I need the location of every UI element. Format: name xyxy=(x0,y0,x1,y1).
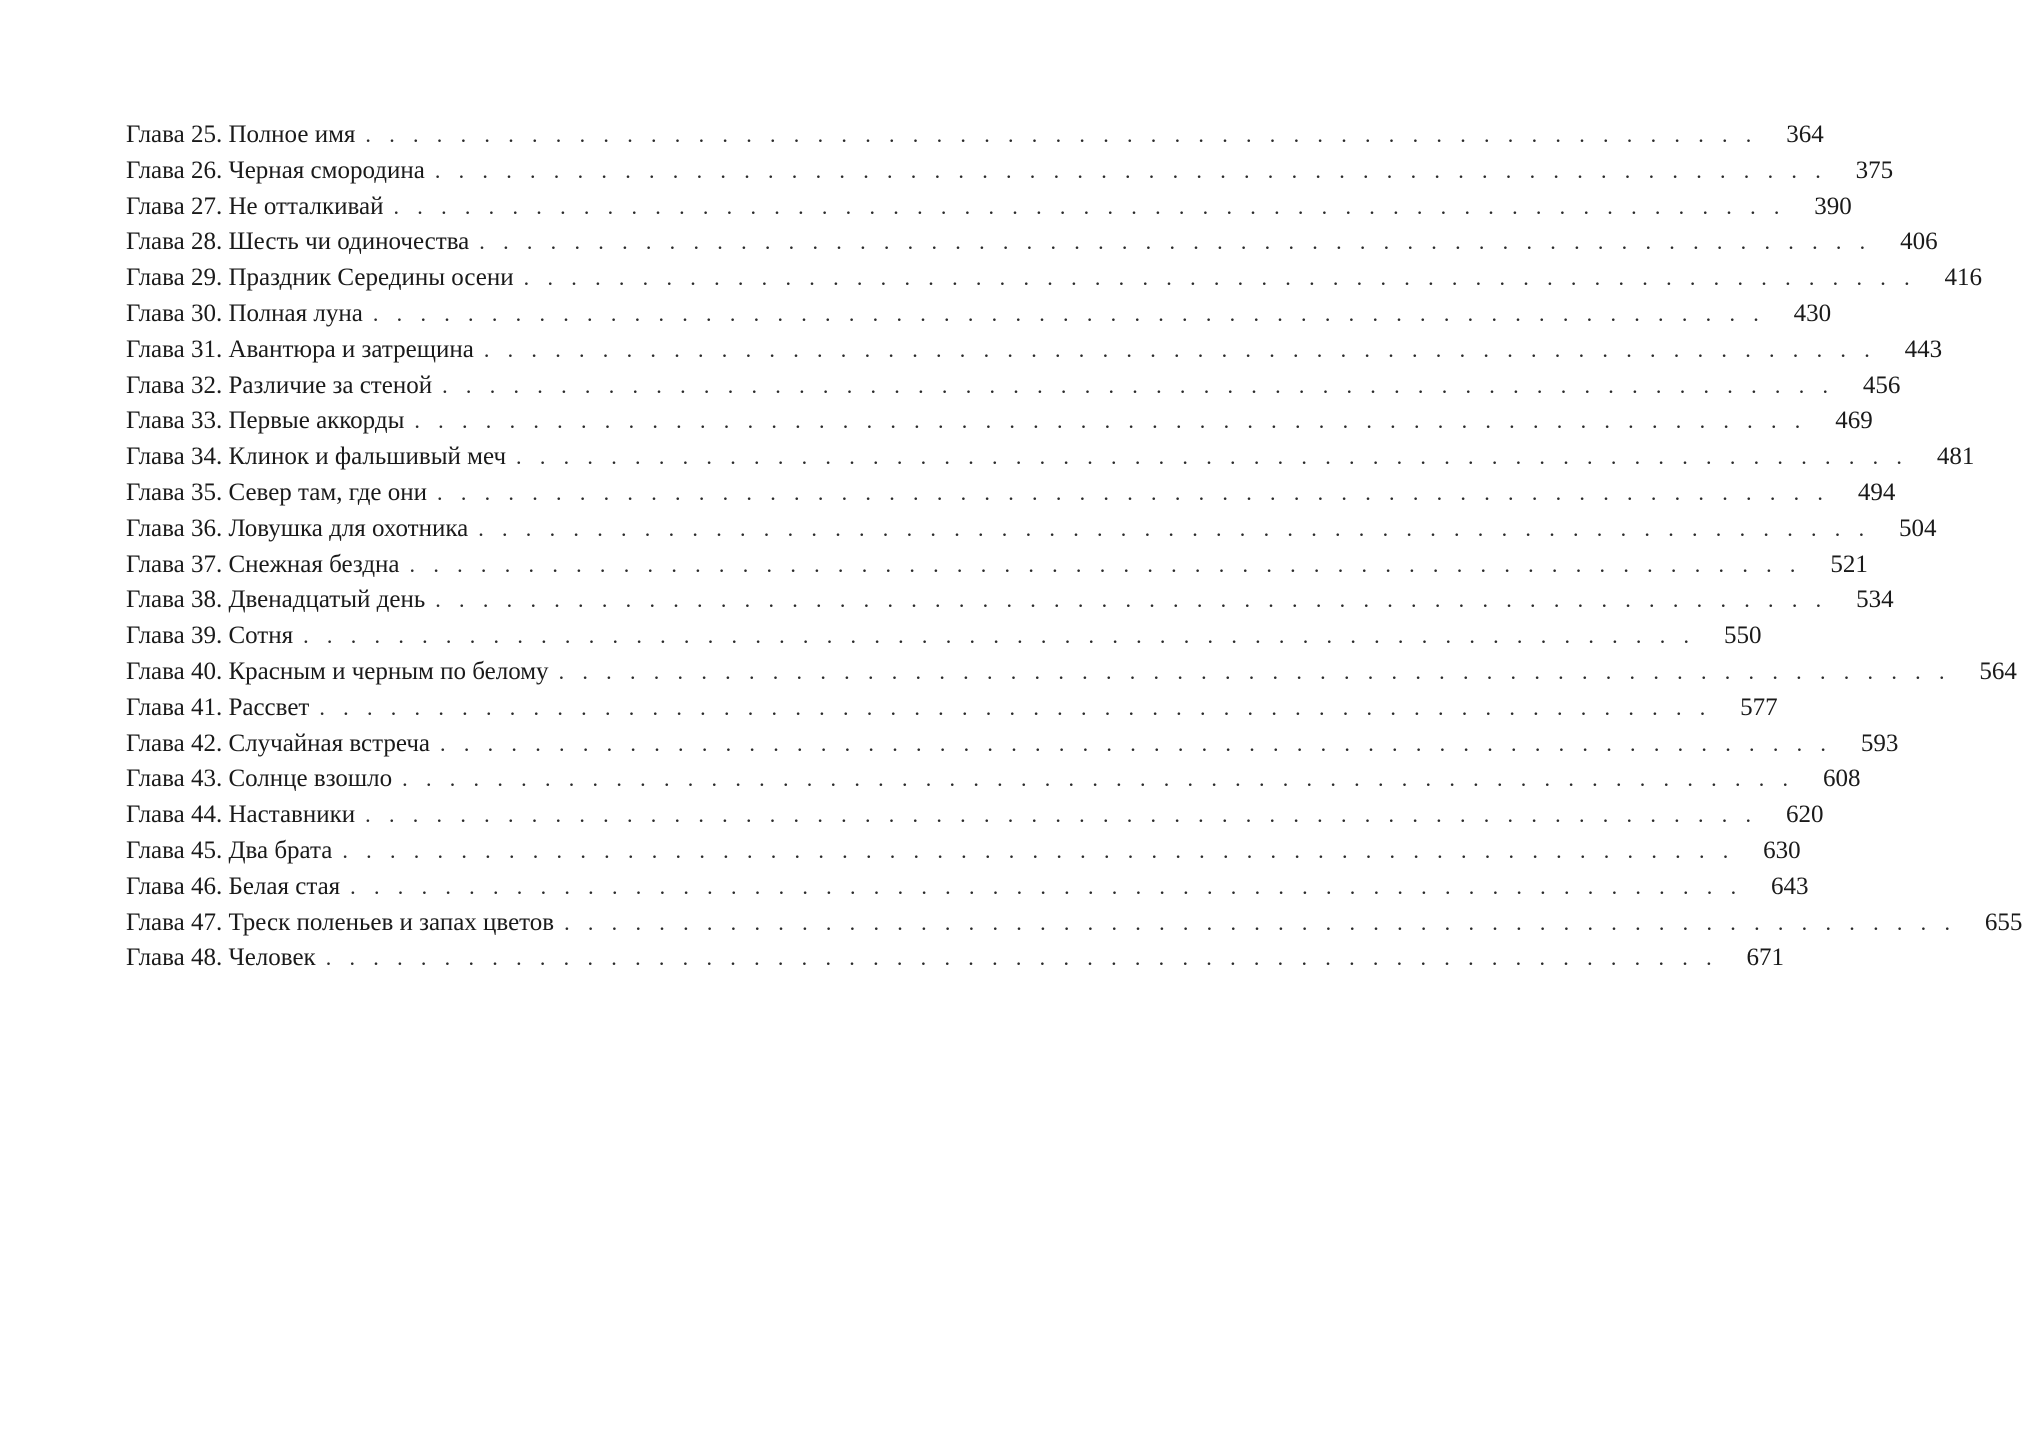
page-number: 655 xyxy=(1956,905,2022,941)
dot-leader: . . . . . . . . . . . . . . . . . . . . . . . . . . . . . . . . . . . . . . . . . . . . . . . . . . . . . . . . . . . xyxy=(303,623,1696,649)
toc-entry[interactable] xyxy=(126,368,1901,404)
dot-leader: . . . . . . . . . . . . . . . . . . . . . . . . . . . . . . . . . . . . . . . . . . . . . . . . . . . . . . . . . . . xyxy=(365,802,1758,828)
dot-leader: . . . . . . . . . . . . . . . . . . . . . . . . . . . . . . . . . . . . . . . . . . . . . . . . . . . . . . . . . . . xyxy=(479,229,1872,255)
dot-leader: . . . . . . . . . . . . . . . . . . . . . . . . . . . . . . . . . . . . . . . . . . . . . . . . . . . . . . . . . . . xyxy=(435,587,1828,613)
chapter-title: Глава 34. Клинок и фальшивый меч xyxy=(126,439,516,475)
dot-leader: . . . . . . . . . . . . . . . . . . . . . . . . . . . . . . . . . . . . . . . . . . . . . . . . . . . . . . . . . . . xyxy=(342,837,1735,863)
dot-leader: . . . . . . . . . . . . . . . . . . . . . . . . . . . . . . . . . . . . . . . . . . . . . . . . . . . . . . . . . . . xyxy=(350,873,1743,899)
page-number: 416 xyxy=(1916,260,1982,296)
toc-entry[interactable] xyxy=(126,726,1899,762)
toc-entry[interactable] xyxy=(126,511,1937,547)
table-of-contents xyxy=(126,117,2022,976)
page-number: 390 xyxy=(1786,189,1852,225)
page-number: 643 xyxy=(1742,869,1808,905)
dot-leader: . . . . . . . . . . . . . . . . . . . . . . . . . . . . . . . . . . . . . . . . . . . . . . . . . . . . . . . . . . . xyxy=(319,694,1712,720)
chapter-title: Глава 27. Не отталкивай xyxy=(126,189,393,225)
chapter-title: Глава 44. Наставники xyxy=(126,797,365,833)
chapter-title: Глава 40. Красным и черным по белому xyxy=(126,654,559,690)
chapter-title: Глава 25. Полное имя xyxy=(126,117,365,153)
page-number: 521 xyxy=(1802,547,1868,583)
page-number: 430 xyxy=(1765,296,1831,332)
toc-entry[interactable] xyxy=(126,153,1894,189)
page-number: 564 xyxy=(1951,654,2017,690)
toc-entry[interactable] xyxy=(126,439,1975,475)
chapter-title: Глава 28. Шесть чи одиночества xyxy=(126,224,479,260)
toc-entry[interactable] xyxy=(126,224,1938,260)
toc-entry[interactable] xyxy=(126,833,1801,869)
toc-entry[interactable] xyxy=(126,296,1832,332)
page-number: 406 xyxy=(1872,224,1938,260)
dot-leader: . . . . . . . . . . . . . . . . . . . . . . . . . . . . . . . . . . . . . . . . . . . . . . . . . . . . . . . . . . . xyxy=(442,372,1835,398)
toc-entry[interactable] xyxy=(126,654,2017,690)
toc-entry[interactable] xyxy=(126,189,1852,225)
page-number: 504 xyxy=(1871,511,1937,547)
dot-leader: . . . . . . . . . . . . . . . . . . . . . . . . . . . . . . . . . . . . . . . . . . . . . . . . . . . . . . . . . . . xyxy=(325,945,1718,971)
toc-entry[interactable] xyxy=(126,869,1809,905)
page-number: 550 xyxy=(1695,618,1761,654)
page-number: 481 xyxy=(1908,439,1974,475)
dot-leader: . . . . . . . . . . . . . . . . . . . . . . . . . . . . . . . . . . . . . . . . . . . . . . . . . . . . . . . . . . . xyxy=(516,444,1909,470)
dot-leader: . . . . . . . . . . . . . . . . . . . . . . . . . . . . . . . . . . . . . . . . . . . . . . . . . . . . . . . . . . . xyxy=(372,300,1766,326)
dot-leader: . . . . . . . . . . . . . . . . . . . . . . . . . . . . . . . . . . . . . . . . . . . . . . . . . . . . . . . . . . . xyxy=(402,766,1795,792)
chapter-title: Глава 45. Два брата xyxy=(126,833,342,869)
dot-leader: . . . . . . . . . . . . . . . . . . . . . . . . . . . . . . . . . . . . . . . . . . . . . . . . . . . . . . . . . . . xyxy=(414,408,1807,434)
page-number: 456 xyxy=(1834,368,1900,404)
dot-leader: . . . . . . . . . . . . . . . . . . . . . . . . . . . . . . . . . . . . . . . . . . . . . . . . . . . . . . . . . . . xyxy=(483,336,1877,362)
page-number: 375 xyxy=(1827,153,1893,189)
page-number: 630 xyxy=(1735,833,1801,869)
chapter-title: Глава 43. Солнце взошло xyxy=(126,761,402,797)
dot-leader: . . . . . . . . . . . . . . . . . . . . . . . . . . . . . . . . . . . . . . . . . . . . . . . . . . . . . . . . . . . xyxy=(440,730,1833,756)
chapter-title: Глава 33. Первые аккорды xyxy=(126,403,414,439)
toc-entry[interactable] xyxy=(126,403,1873,439)
chapter-title: Глава 36. Ловушка для охотника xyxy=(126,511,478,547)
dot-leader: . . . . . . . . . . . . . . . . . . . . . . . . . . . . . . . . . . . . . . . . . . . . . . . . . . . . . . . . . . . xyxy=(434,157,1828,183)
page-number: 534 xyxy=(1828,582,1894,618)
chapter-title: Глава 46. Белая стая xyxy=(126,869,350,905)
toc-entry[interactable] xyxy=(126,940,1784,976)
page-number: 469 xyxy=(1807,403,1873,439)
chapter-title: Глава 47. Треск поленьев и запах цветов xyxy=(126,905,564,941)
dot-leader: . . . . . . . . . . . . . . . . . . . . . . . . . . . . . . . . . . . . . . . . . . . . . . . . . . . . . . . . . . . xyxy=(564,909,1957,935)
page-number: 620 xyxy=(1757,797,1823,833)
page-number: 671 xyxy=(1718,940,1784,976)
dot-leader: . . . . . . . . . . . . . . . . . . . . . . . . . . . . . . . . . . . . . . . . . . . . . . . . . . . . . . . . . . . xyxy=(523,265,1916,291)
chapter-title: Глава 31. Авантюра и затрещина xyxy=(126,332,484,368)
page-number: 494 xyxy=(1829,475,1895,511)
dot-leader: . . . . . . . . . . . . . . . . . . . . . . . . . . . . . . . . . . . . . . . . . . . . . . . . . . . . . . . . . . . xyxy=(393,193,1786,219)
toc-entry[interactable] xyxy=(126,618,1762,654)
dot-leader: . . . . . . . . . . . . . . . . . . . . . . . . . . . . . . . . . . . . . . . . . . . . . . . . . . . . . . . . . . . xyxy=(409,551,1802,577)
chapter-title: Глава 39. Сотня xyxy=(126,618,303,654)
toc-entry[interactable] xyxy=(126,332,1943,368)
chapter-title: Глава 37. Снежная бездна xyxy=(126,547,410,583)
toc-entry[interactable] xyxy=(126,690,1778,726)
chapter-title: Глава 42. Случайная встреча xyxy=(126,726,440,762)
toc-entry[interactable] xyxy=(126,905,2022,941)
toc-entry[interactable] xyxy=(126,475,1896,511)
page-number: 593 xyxy=(1832,726,1898,762)
toc-entry[interactable] xyxy=(126,260,1982,296)
toc-entry[interactable] xyxy=(126,582,1894,618)
dot-leader: . . . . . . . . . . . . . . . . . . . . . . . . . . . . . . . . . . . . . . . . . . . . . . . . . . . . . . . . . . . xyxy=(478,515,1871,541)
toc-entry[interactable] xyxy=(126,117,1824,153)
page-number: 577 xyxy=(1712,690,1778,726)
chapter-title: Глава 48. Человек xyxy=(126,940,326,976)
toc-entry[interactable] xyxy=(126,797,1824,833)
toc-entry[interactable] xyxy=(126,547,1868,583)
dot-leader: . . . . . . . . . . . . . . . . . . . . . . . . . . . . . . . . . . . . . . . . . . . . . . . . . . . . . . . . . . . xyxy=(437,479,1830,505)
chapter-title: Глава 26. Черная смородина xyxy=(126,153,435,189)
toc-entry[interactable] xyxy=(126,761,1861,797)
chapter-title: Глава 30. Полная луна xyxy=(126,296,373,332)
chapter-title: Глава 35. Север там, где они xyxy=(126,475,437,511)
chapter-title: Глава 32. Различие за стеной xyxy=(126,368,442,404)
page-number: 364 xyxy=(1758,117,1824,153)
page-number: 608 xyxy=(1794,761,1860,797)
page-number: 443 xyxy=(1876,332,1942,368)
chapter-title: Глава 38. Двенадцатый день xyxy=(126,582,435,618)
chapter-title: Глава 41. Рассвет xyxy=(126,690,319,726)
dot-leader: . . . . . . . . . . . . . . . . . . . . . . . . . . . . . . . . . . . . . . . . . . . . . . . . . . . . . . . . . . . xyxy=(558,658,1951,684)
dot-leader: . . . . . . . . . . . . . . . . . . . . . . . . . . . . . . . . . . . . . . . . . . . . . . . . . . . . . . . . . . . xyxy=(365,122,1758,147)
chapter-title: Глава 29. Праздник Середины осени xyxy=(126,260,524,296)
